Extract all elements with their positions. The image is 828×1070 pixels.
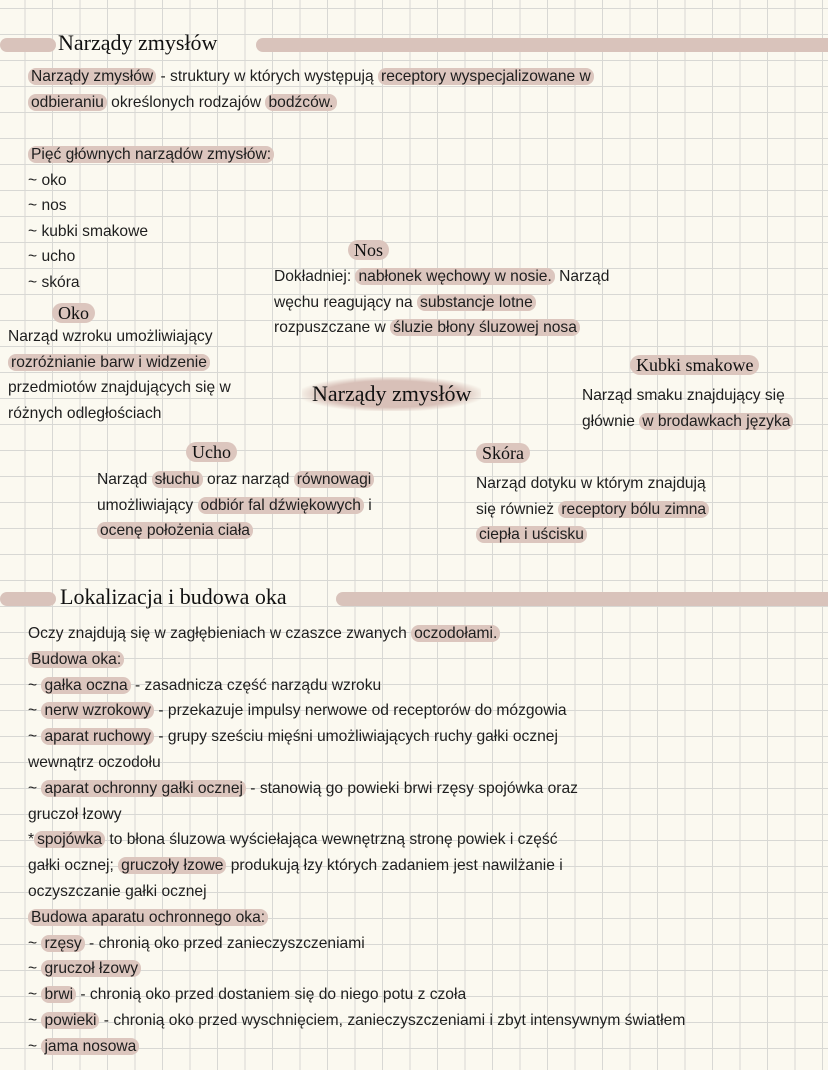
- text-segment: ~: [28, 934, 42, 952]
- text-segment: ~: [28, 960, 42, 978]
- highlighted-text: jama nosowa: [41, 1038, 139, 1055]
- text-line: [28, 1008, 685, 1034]
- text-segment: - grupy sześciu mięśni umożliwiających ruchy gałki ocznej: [154, 728, 558, 746]
- highlighted-text: receptory bólu zimna: [558, 501, 709, 518]
- text-segment: ~: [28, 1037, 42, 1055]
- text-line: [28, 931, 685, 957]
- text-segment: Oczy znajdują się w zagłębieniach w czaszce zwanych: [28, 625, 412, 642]
- heading-bar-left: [0, 592, 56, 606]
- text-line: [28, 698, 685, 724]
- text-line: [476, 522, 709, 548]
- text-segment: Narząd wzroku umożliwiający: [8, 328, 213, 345]
- highlighted-text: słuchu: [152, 471, 203, 488]
- text-segment: - chronią oko przed wyschnięciem, zanieczyszczeniami i zbyt intensywnym światłem: [99, 1011, 686, 1029]
- text-segment: ~ nos: [28, 197, 67, 214]
- highlighted-text: substancje lotne: [417, 294, 536, 311]
- highlighted-text: Budowa aparatu ochronnego oka:: [28, 909, 268, 926]
- text-line: [28, 219, 274, 245]
- highlighted-text: Budowa oka:: [28, 651, 124, 668]
- text-segment: Narząd dotyku w którym znajdują: [476, 475, 706, 492]
- text-line: [28, 621, 685, 647]
- text-line: [97, 467, 374, 493]
- text-line: [476, 471, 709, 497]
- text-segment: - struktury w których występują: [156, 68, 379, 85]
- text-line: [28, 64, 594, 90]
- text-line: [28, 90, 594, 116]
- text-segment: przedmiotów znajdujących się w: [8, 379, 231, 396]
- highlighted-text: równowagi: [294, 471, 375, 488]
- text-segment: i: [363, 496, 372, 514]
- text-segment: *: [28, 831, 35, 849]
- text-segment: głównie: [582, 412, 640, 430]
- text-line: [28, 905, 685, 931]
- text-line: [274, 290, 609, 316]
- text-segment: oczyszczanie gałki ocznej: [28, 882, 207, 900]
- heading-bar-left: [0, 38, 56, 52]
- text-line: [8, 401, 231, 427]
- text-segment: - stanowią go powieki brwi rzęsy spojówka oraz: [245, 779, 578, 797]
- highlighted-text: powieki: [41, 1012, 99, 1029]
- skora-heading: Skóra: [476, 443, 530, 463]
- nos-description: [274, 264, 609, 341]
- text-line: [274, 315, 609, 341]
- text-segment: oraz narząd: [202, 471, 294, 488]
- senses-list: [28, 142, 274, 295]
- text-segment: gruczoł łzowy: [28, 805, 122, 823]
- highlighted-text: ocenę położenia ciała: [97, 522, 253, 539]
- text-segment: ~: [28, 728, 42, 746]
- highlighted-text: w brodawkach języka: [639, 413, 793, 430]
- text-line: [97, 518, 374, 544]
- text-line: [8, 350, 231, 376]
- text-line: [28, 802, 685, 828]
- text-segment: - chronią oko przed dostaniem się do niego potu z czoła: [76, 986, 467, 1004]
- text-line: [28, 193, 274, 219]
- text-line: [28, 647, 685, 673]
- heading-bar-right: [336, 592, 828, 606]
- text-segment: to błona śluzowa wyściełająca wewnętrzną stronę powiek i część: [105, 831, 558, 849]
- text-line: [28, 750, 685, 776]
- text-segment: Narząd smaku znajdujący się: [582, 387, 785, 404]
- text-segment: się również: [476, 500, 559, 518]
- heading-bar-right: [256, 38, 828, 52]
- highlighted-text: oczodołami.: [411, 625, 500, 642]
- text-segment: ~ skóra: [28, 273, 80, 291]
- highlighted-text: śluzie błony śluzowej nosa: [390, 319, 580, 336]
- text-line: [28, 956, 685, 982]
- text-segment: ~: [28, 986, 42, 1004]
- text-segment: Dokładniej:: [274, 268, 356, 285]
- text-line: [28, 853, 685, 879]
- text-line: [28, 776, 685, 802]
- highlighted-text: ciepła i uścisku: [476, 526, 587, 543]
- highlighted-text: spojówka: [34, 831, 105, 848]
- text-segment: rozpuszczane w: [274, 319, 391, 336]
- text-segment: umożliwiający: [97, 496, 198, 514]
- kubki-description: [582, 383, 793, 434]
- highlighted-text: bodźców.: [265, 94, 336, 111]
- text-segment: ~ oko: [28, 171, 67, 189]
- highlighted-text: odbiór fal dźwiękowych: [198, 497, 364, 514]
- text-segment: ~ ucho: [28, 248, 76, 265]
- text-line: [28, 673, 685, 699]
- oko-description: [8, 324, 231, 426]
- text-line: [476, 497, 709, 523]
- text-line: [582, 383, 793, 409]
- oko-heading: Oko: [52, 303, 95, 323]
- section-title: Lokalizacja i budowa oka: [60, 584, 287, 609]
- text-segment: ~ kubki smakowe: [28, 222, 149, 240]
- text-line: [8, 375, 231, 401]
- text-line: [582, 409, 793, 435]
- text-segment: Narząd: [554, 268, 610, 285]
- text-line: [8, 324, 231, 350]
- highlighted-text: rzęsy: [41, 935, 84, 952]
- highlighted-text: receptory wyspecjalizowane w: [378, 68, 594, 85]
- highlighted-text: rozróżnianie barw i widzenie: [8, 354, 210, 371]
- text-segment: różnych odległościach: [8, 404, 162, 422]
- nos-heading: Nos: [348, 240, 389, 260]
- text-line: [97, 493, 374, 519]
- text-line: [28, 270, 274, 296]
- highlighted-text: aparat ruchowy: [41, 728, 154, 745]
- text-segment: - zasadnicza część narządu wzroku: [130, 676, 382, 694]
- highlighted-text: aparat ochronny gałki ocznej: [41, 780, 246, 797]
- highlighted-text: Narządy zmysłów: [28, 68, 156, 85]
- center-title: Narządy zmysłów: [302, 377, 481, 411]
- section-title: Narządy zmysłów: [58, 30, 218, 55]
- text-segment: ~: [28, 702, 42, 720]
- kubki-heading: Kubki smakowe: [630, 355, 759, 375]
- highlighted-text: nabłonek węchowy w nosie.: [355, 268, 554, 285]
- highlighted-text: nerw wzrokowy: [41, 702, 154, 719]
- highlighted-text: Pięć głównych narządów zmysłów:: [28, 146, 274, 163]
- text-line: [274, 264, 609, 290]
- text-line: [28, 142, 274, 168]
- text-line: [28, 982, 685, 1008]
- highlighted-text: odbieraniu: [28, 94, 107, 111]
- text-line: [28, 724, 685, 750]
- highlighted-text: brwi: [41, 986, 76, 1003]
- text-line: [28, 827, 685, 853]
- text-segment: - przekazuje impulsy nerwowe od receptorów do mózgowia: [154, 702, 567, 720]
- text-segment: Narząd: [97, 471, 152, 488]
- text-line: [28, 1034, 685, 1060]
- eye-structure-notes: [28, 621, 685, 1060]
- text-segment: ~: [28, 676, 42, 694]
- definition: [28, 64, 594, 115]
- text-segment: gałki ocznej;: [28, 857, 119, 875]
- text-segment: ~: [28, 779, 42, 797]
- ucho-heading: Ucho: [186, 442, 237, 462]
- text-segment: - chronią oko przed zanieczyszczeniami: [84, 934, 365, 952]
- text-segment: ~: [28, 1011, 42, 1029]
- text-segment: węchu reagujący na: [274, 293, 418, 311]
- skora-description: [476, 471, 709, 548]
- text-segment: określonych rodzajów: [106, 93, 266, 111]
- highlighted-text: gruczoły łzowe: [118, 857, 226, 874]
- text-segment: produkują łzy których zadaniem jest nawilżanie i: [226, 857, 563, 875]
- highlighted-text: gruczoł łzowy: [41, 960, 141, 977]
- text-line: [28, 879, 685, 905]
- ucho-description: [97, 467, 374, 544]
- text-line: [28, 168, 274, 194]
- text-line: [28, 244, 274, 270]
- text-segment: wewnątrz oczodołu: [28, 753, 161, 771]
- highlighted-text: gałka oczna: [41, 677, 130, 694]
